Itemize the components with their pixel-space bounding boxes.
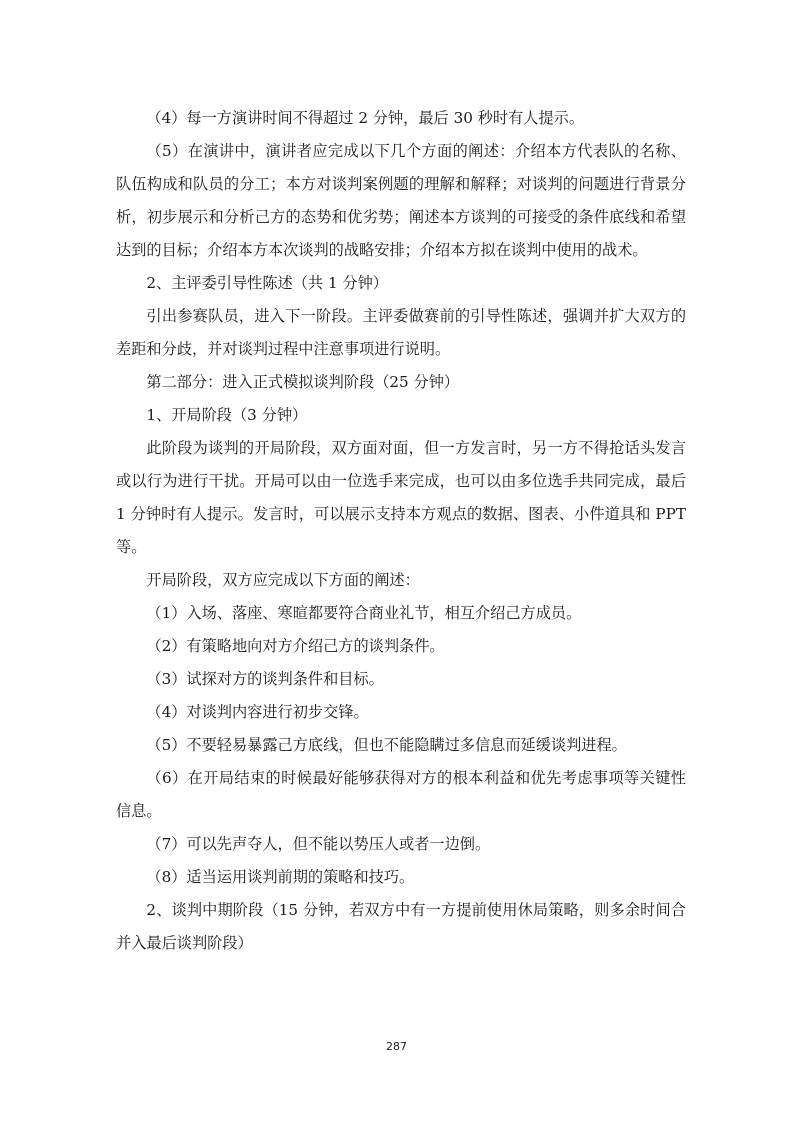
list-item: （6）在开局结束的时候最好能够获得对方的根本利益和优先考虑事项等关键性信息。 — [116, 769, 686, 820]
paragraph: （4）每一方演讲时间不得超过 2 分钟，最后 30 秒时有人提示。 — [146, 109, 585, 127]
paragraph: 引出参赛队员，进入下一阶段。主评委做赛前的引导性陈述，强调并扩大双方的差距和分歧，并对谈判过程中注意事项进行说明。 — [116, 307, 686, 358]
section-heading: 2、主评委引导性陈述（共 1 分钟） — [146, 274, 388, 292]
list-item: （7）可以先声夺人，但不能以势压人或者一边倒。 — [146, 835, 491, 853]
paragraph: 开局阶段，双方应完成以下方面的阐述： — [146, 571, 420, 589]
body-text — [116, 102, 686, 960]
section-heading: 1、开局阶段（3 分钟） — [146, 406, 308, 424]
section-heading: 第二部分：进入正式模拟谈判阶段（25 分钟） — [146, 373, 460, 391]
section-heading: 2、谈判中期阶段（15 分钟，若双方中有一方提前使用休局策略，则多余时间合并入最后谈判阶段） — [116, 901, 686, 952]
list-item: （5）不要轻易暴露己方底线，但也不能隐瞒过多信息而延缓谈判进程。 — [146, 736, 627, 754]
paragraph: 此阶段为谈判的开局阶段，双方面对面，但一方发言时，另一方不得抢话头发言或以行为进行干扰。开局可以由一位选手来完成，也可以由多位选手共同完成，最后 1 分钟时有人提示。发言时，可以展示支持本方观点的数据、图表、小件道具和 PPT 等。 — [116, 439, 686, 556]
paragraph: （5）在演讲中，演讲者应完成以下几个方面的阐述：介绍本方代表队的名称、队伍构成和队员的分工；本方对谈判案例题的理解和解释；对谈判的问题进行背景分析，初步展示和分析己方的态势和优劣势；阐述本方谈判的可接受的条件底线和希望达到的目标；介绍本方本次谈判的战略安排；介绍本方拟在谈判中使用的战术。 — [116, 142, 686, 259]
list-item: （8）适当运用谈判前期的策略和技巧。 — [146, 868, 415, 886]
list-item: （1）入场、落座、寒暄都要符合商业礼节，相互介绍己方成员。 — [146, 604, 582, 622]
list-item: （4）对谈判内容进行初步交锋。 — [146, 703, 369, 721]
list-item: （2）有策略地向对方介绍己方的谈判条件。 — [146, 637, 445, 655]
list-item: （3）试探对方的谈判条件和目标。 — [146, 670, 384, 688]
page-number: 287 — [386, 1040, 407, 1053]
